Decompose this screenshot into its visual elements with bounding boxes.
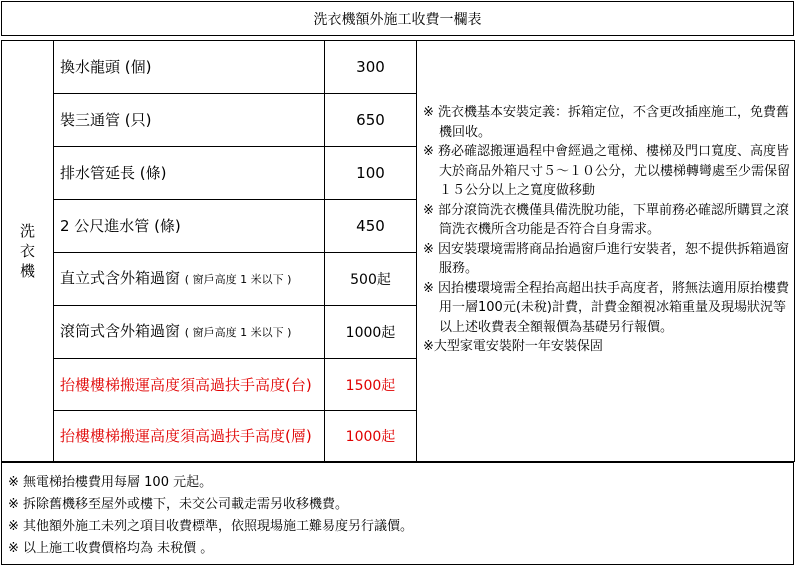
footer-line: ※ 其他額外施工未列之項目收費標準，依照現場施工難易度另行議價。 (8, 519, 414, 534)
category-char: 衣 (19, 242, 35, 260)
item-price: 1500起 (325, 359, 417, 411)
category-char: 洗 (19, 222, 35, 240)
footer-line: ※ 以上施工收費價格均為 未稅價 。 (8, 541, 214, 556)
category-cell (2, 41, 54, 462)
note-text: ※ 務必確認搬運過程中會經過之電梯、樓梯及門口寬度、高度皆大於商品外箱尺寸５～１０公分，尤以樓梯轉彎處至少需保留１５公分以上之寬度做移動 (423, 144, 791, 198)
item-note: ( 窗戶高度 1 米以下 ) (184, 273, 292, 286)
item-name: 裝三通管 (只) (54, 94, 325, 147)
note-text: ※ 洗衣機基本安裝定義：拆箱定位，不含更改插座施工，免費舊機回收。 (423, 105, 790, 140)
note-text: ※ 因安裝環境需將商品抬過窗戶進行安裝者，恕不提供拆箱過窗服務。 (423, 241, 790, 276)
footer-notes (1, 462, 794, 565)
note-text: ※ 因抬樓環境需全程抬高超出扶手高度者，將無法適用原抬樓費用一層100元(未稅)計費，計費金額視冰箱重量及現場狀況等以上述收費表全額報價為基礎另行報價。 (423, 280, 790, 335)
item-price: 650 (325, 94, 417, 147)
item-price: 500起 (325, 253, 417, 306)
item-note: ( 窗戶高度 1 米以下 ) (184, 326, 292, 339)
table-row (2, 41, 795, 94)
item-name: 抬樓樓梯搬運高度須高過扶手高度(台) (54, 359, 325, 411)
item-price: 1000起 (325, 306, 417, 359)
item-name: 排水管延長 (條) (54, 147, 325, 200)
page-title: 洗衣機額外施工收費一欄表 (1, 1, 794, 36)
item-price: 450 (325, 200, 417, 253)
item-price: 100 (325, 147, 417, 200)
item-name: 換水龍頭 (個) (54, 41, 325, 94)
fee-table (1, 40, 795, 462)
footer-line: ※ 無電梯抬樓費用每層 100 元起。 (8, 475, 213, 490)
item-name: 2 公尺進水管 (條) (54, 200, 325, 253)
footer-line: ※ 拆除舊機移至屋外或樓下，未交公司載走需另收移機費。 (8, 497, 349, 512)
note-text: ※ 部分滾筒洗衣機僅具備洗脫功能，下單前務必確認所購買之滾筒洗衣機所含功能是否符合自身需求。 (423, 202, 790, 237)
category-char: 機 (19, 262, 35, 280)
note-text: ※大型家電安裝附一年安裝保固 (423, 339, 603, 354)
item-name: 滾筒式含外箱過窗 ( 窗戶高度 1 米以下 ) (54, 306, 325, 359)
item-name: 直立式含外箱過窗 ( 窗戶高度 1 米以下 ) (54, 253, 325, 306)
item-price: 1000起 (325, 411, 417, 462)
notes-cell (417, 41, 795, 462)
item-name: 抬樓樓梯搬運高度須高過扶手高度(層) (54, 411, 325, 462)
item-price: 300 (325, 41, 417, 94)
